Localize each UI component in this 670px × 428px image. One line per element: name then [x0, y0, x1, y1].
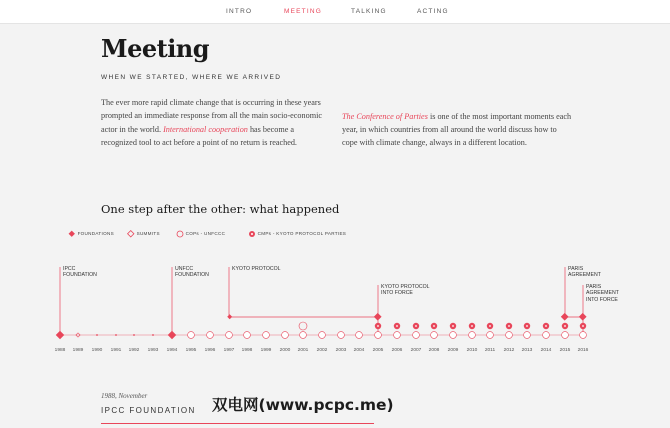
detail-date: 1988, November: [101, 392, 148, 400]
legend-cmps: [248, 230, 346, 238]
year-label[interactable]: 2004: [353, 348, 365, 353]
cop-marker[interactable]: [487, 332, 494, 339]
cop-circle-icon: [176, 230, 184, 238]
cop-marker[interactable]: [319, 332, 326, 339]
event-label-kyoto-force[interactable]: KYOTO PROTOCOL INTO FORCE: [381, 284, 430, 297]
event-label-unfcc[interactable]: UNFCC FOUNDATION: [175, 266, 209, 279]
cmp-circle-icon: [248, 230, 256, 238]
event-label-paris-force[interactable]: PARIS AGREEMENT INTO FORCE: [586, 284, 619, 303]
cop-marker[interactable]: [562, 332, 569, 339]
year-label[interactable]: 2012: [503, 348, 515, 353]
year-label[interactable]: 2007: [410, 348, 422, 353]
intro-text: has become a recognized tool to act before a point of no return is reached.: [101, 124, 297, 147]
year-label[interactable]: 1995: [185, 348, 197, 353]
paris-marker[interactable]: [561, 313, 569, 321]
timeline-dot: [133, 334, 135, 336]
event-label-ipcc[interactable]: IPCC FOUNDATION: [63, 266, 97, 279]
legend-label: FOUNDATIONS: [77, 231, 114, 237]
year-label[interactable]: 1990: [91, 348, 103, 353]
legend-foundations: [68, 230, 114, 238]
year-label[interactable]: 2008: [428, 348, 440, 353]
event-label-paris[interactable]: PARIS AGREEMENT: [568, 266, 601, 279]
year-label[interactable]: 1997: [223, 348, 235, 353]
summit-diamond-icon: [127, 230, 135, 238]
timeline-dot: [115, 334, 117, 336]
top-navigation: [0, 0, 670, 24]
event-label-kyoto[interactable]: KYOTO PROTOCOL: [232, 266, 281, 272]
timeline-dot: [96, 334, 98, 336]
nav-talking[interactable]: TALKING: [351, 8, 387, 15]
year-label[interactable]: 1999: [260, 348, 272, 353]
cop-marker[interactable]: [300, 332, 307, 339]
cop-marker[interactable]: [394, 332, 401, 339]
year-label[interactable]: 2015: [559, 348, 571, 353]
detail-title: IPCC FOUNDATION: [101, 406, 196, 415]
year-label[interactable]: 2001: [297, 348, 309, 353]
watermark-text: 双电网(www.pcpc.me): [212, 396, 394, 414]
year-label[interactable]: 2006: [391, 348, 403, 353]
year-label[interactable]: 1989: [72, 348, 84, 353]
cop-marker[interactable]: [338, 332, 345, 339]
year-label[interactable]: 2014: [540, 348, 552, 353]
international-cooperation-link[interactable]: International cooperation: [163, 124, 248, 134]
cop-marker[interactable]: [244, 332, 251, 339]
year-label[interactable]: 2005: [372, 348, 384, 353]
year-label[interactable]: 2011: [484, 348, 496, 353]
timeline-dot: [152, 334, 154, 336]
cop-marker[interactable]: [580, 332, 587, 339]
kyoto-force-marker[interactable]: [374, 313, 382, 321]
year-label[interactable]: 1994: [166, 348, 178, 353]
legend-label: SUMMITS: [136, 231, 160, 237]
cop-marker[interactable]: [282, 332, 289, 339]
detail-divider: [101, 423, 374, 424]
intro-right-column: [342, 110, 572, 150]
cop-marker[interactable]: [543, 332, 550, 339]
conference-of-parties-link[interactable]: The Conference of Parties: [342, 111, 428, 121]
nav-meeting[interactable]: MEETING: [284, 8, 323, 15]
cop-marker[interactable]: [356, 332, 363, 339]
summit-circle-marker[interactable]: [299, 322, 307, 330]
cop-marker[interactable]: [226, 332, 233, 339]
cop-marker[interactable]: [431, 332, 438, 339]
year-label[interactable]: 2002: [316, 348, 328, 353]
cop-marker[interactable]: [450, 332, 457, 339]
year-label[interactable]: 2003: [335, 348, 347, 353]
page-subtitle: WHEN WE STARTED, WHERE WE ARRIVED: [101, 74, 282, 81]
year-label[interactable]: 1996: [204, 348, 216, 353]
year-label[interactable]: 1991: [110, 348, 122, 353]
cop-marker[interactable]: [207, 332, 214, 339]
page-title: Meeting: [101, 34, 210, 63]
cop-marker[interactable]: [506, 332, 513, 339]
timeline-title: One step after the other: what happened: [101, 202, 340, 216]
cop-marker[interactable]: [469, 332, 476, 339]
cop-marker[interactable]: [188, 332, 195, 339]
cop-marker[interactable]: [413, 332, 420, 339]
intro-text: The ever more rapid climate change that is occurring in these years prompted an immediate response from all the main socio-economic actor in the world.: [101, 98, 322, 134]
paris-force-marker[interactable]: [579, 313, 587, 321]
year-label[interactable]: 2013: [521, 348, 533, 353]
legend-label: COPs - UNFCCC: [185, 231, 226, 237]
legend-cops: [176, 230, 225, 238]
year-label[interactable]: 2000: [279, 348, 291, 353]
year-label[interactable]: 2016: [577, 348, 589, 353]
year-label[interactable]: 1988: [54, 348, 66, 353]
legend-summits: [127, 230, 160, 238]
nav-acting[interactable]: ACTING: [417, 8, 449, 15]
foundation-marker[interactable]: [168, 331, 176, 339]
cop-marker[interactable]: [263, 332, 270, 339]
foundation-diamond-icon: [68, 230, 76, 238]
intro-text: is one of the most important moments each year, in which countries from all around the world discuss how to cope with climate change, always in a different location.: [342, 111, 572, 148]
cop-marker[interactable]: [375, 332, 382, 339]
nav-intro[interactable]: INTRO: [226, 8, 253, 15]
foundation-marker[interactable]: [56, 331, 64, 339]
year-label[interactable]: 2010: [466, 348, 478, 353]
kyoto-marker[interactable]: [227, 314, 232, 319]
intro-left-column: [101, 96, 326, 149]
cop-marker[interactable]: [524, 332, 531, 339]
year-label[interactable]: 1998: [241, 348, 253, 353]
year-label[interactable]: 1992: [128, 348, 140, 353]
year-label[interactable]: 1993: [147, 348, 159, 353]
legend-label: CMPs - KYOTO PROTOCOL PARTIES: [257, 231, 347, 237]
year-label[interactable]: 2009: [447, 348, 459, 353]
